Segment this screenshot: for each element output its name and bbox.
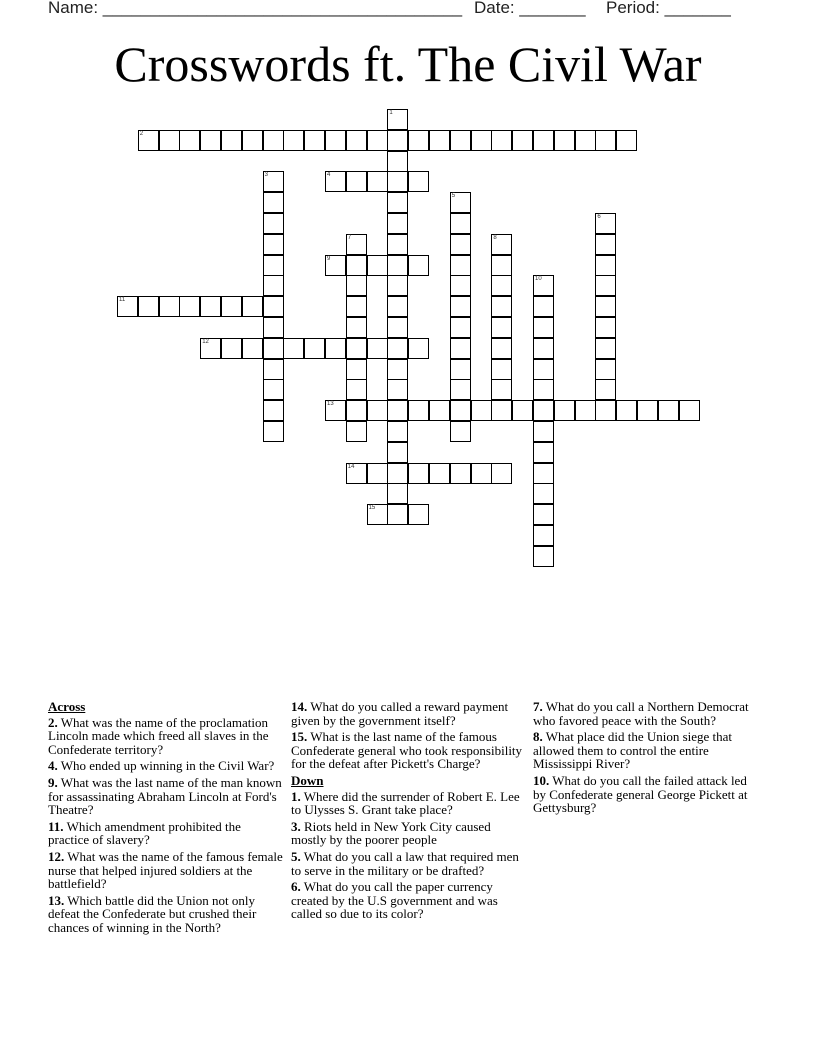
clue-down-7: 7. What do you call a Northern Democrat who favored peace with the South? xyxy=(533,699,749,728)
clue-down-8: 8. What place did the Union siege that allowed them to control the entire Mississippi River? xyxy=(533,729,733,772)
grid-cell[interactable] xyxy=(387,504,408,525)
page-title: Crosswords ft. The Civil War xyxy=(114,36,702,92)
grid-cell[interactable] xyxy=(533,546,554,567)
clue-number-label: 5 xyxy=(451,193,456,200)
grid-cell[interactable] xyxy=(533,421,554,442)
grid-cell[interactable] xyxy=(491,379,512,400)
period-field[interactable]: Period: _______ xyxy=(606,0,731,17)
grid-cell[interactable] xyxy=(367,463,388,484)
grid-cell[interactable] xyxy=(533,338,554,359)
grid-cell[interactable] xyxy=(283,130,304,151)
grid-cell[interactable] xyxy=(450,130,471,151)
clue-across-2: 2. What was the name of the proclamation Lincoln made which freed all slaves in the Confederate territory? xyxy=(48,714,269,757)
clues-column-1 xyxy=(48,700,284,938)
grid-cell[interactable] xyxy=(408,130,429,151)
grid-cell[interactable] xyxy=(263,421,284,442)
grid-cell[interactable] xyxy=(263,379,284,400)
grid-cell[interactable] xyxy=(304,338,325,359)
grid-cell[interactable] xyxy=(491,400,512,421)
grid-cell[interactable] xyxy=(450,234,471,255)
grid-cell[interactable] xyxy=(491,275,512,296)
grid-cell[interactable] xyxy=(533,130,554,151)
grid-cell[interactable] xyxy=(429,130,450,151)
grid-cell[interactable] xyxy=(595,400,616,421)
grid-cell[interactable] xyxy=(450,192,471,213)
clue-down-1: 1. Where did the surrender of Robert E. Lee to Ulysses S. Grant take place? xyxy=(291,788,520,818)
grid-cell[interactable] xyxy=(491,130,512,151)
grid-cell[interactable] xyxy=(138,296,159,317)
grid-cell[interactable] xyxy=(491,338,512,359)
grid-cell[interactable] xyxy=(263,275,284,296)
grid-cell[interactable] xyxy=(533,525,554,546)
grid-cell[interactable] xyxy=(429,463,450,484)
clue-number-label: 3 xyxy=(264,172,268,179)
grid-cell[interactable] xyxy=(554,130,575,151)
grid-cell[interactable] xyxy=(450,317,471,338)
clue-down-10: 10. What do you call the failed attack led by Confederate general George Pickett at Gettysburg? xyxy=(533,772,748,816)
grid-cell[interactable] xyxy=(263,338,284,359)
grid-cell[interactable] xyxy=(595,234,616,255)
grid-cell[interactable] xyxy=(263,296,284,317)
grid-cell[interactable] xyxy=(242,130,263,151)
grid-cell[interactable] xyxy=(367,255,388,276)
grid-cell[interactable] xyxy=(450,359,471,380)
clue-number-label: 1 xyxy=(389,110,393,116)
grid-cell[interactable] xyxy=(408,338,429,359)
clue-number-label: 14 xyxy=(347,463,355,470)
clue-number-label: 7 xyxy=(347,234,352,241)
grid-cell[interactable] xyxy=(595,317,616,338)
grid-cell[interactable] xyxy=(346,421,367,442)
grid-cell[interactable] xyxy=(450,296,471,317)
clue-number-label: 2 xyxy=(139,130,144,137)
grid-cell[interactable] xyxy=(200,338,221,359)
grid-cell[interactable] xyxy=(387,296,408,317)
grid-cell[interactable] xyxy=(283,338,304,359)
grid-cell[interactable] xyxy=(471,463,492,484)
grid-cell[interactable] xyxy=(450,379,471,400)
clues-column-2 xyxy=(291,700,527,924)
grid-cell[interactable] xyxy=(387,275,408,296)
grid-cell[interactable] xyxy=(346,171,367,192)
grid-cell[interactable] xyxy=(367,171,388,192)
grid-cell[interactable] xyxy=(533,379,554,400)
grid-cell[interactable] xyxy=(450,463,471,484)
grid-cell[interactable] xyxy=(263,171,284,192)
grid-cell[interactable] xyxy=(387,317,408,338)
clue-number-label: 15 xyxy=(368,505,376,512)
grid-cell[interactable] xyxy=(387,192,408,213)
grid-cell[interactable] xyxy=(595,255,616,276)
grid-cell[interactable] xyxy=(491,317,512,338)
grid-cell[interactable] xyxy=(387,463,408,484)
grid-cell[interactable] xyxy=(387,109,408,130)
grid-cell[interactable] xyxy=(346,400,367,421)
date-field[interactable]: Date: _______ xyxy=(474,0,586,17)
grid-cell[interactable] xyxy=(429,400,450,421)
grid-cell[interactable] xyxy=(179,296,200,317)
grid-cell[interactable] xyxy=(533,504,554,525)
grid-cell[interactable] xyxy=(159,296,180,317)
grid-cell[interactable] xyxy=(512,400,533,421)
clue-across-9: 9. What was the last name of the man known for assassinating Abraham Lincoln at Ford's Theatre? xyxy=(48,774,282,818)
grid-cell[interactable] xyxy=(471,400,492,421)
grid-cell[interactable] xyxy=(325,130,346,151)
grid-cell[interactable] xyxy=(387,379,408,400)
grid-cell[interactable] xyxy=(346,255,367,276)
grid-cell[interactable] xyxy=(346,379,367,400)
grid-cell[interactable] xyxy=(387,151,408,172)
grid-cell[interactable] xyxy=(595,296,616,317)
grid-cell[interactable] xyxy=(263,234,284,255)
grid-cell[interactable] xyxy=(533,296,554,317)
grid-cell[interactable] xyxy=(117,296,138,317)
clues-column-3 xyxy=(533,700,759,818)
grid-cell[interactable] xyxy=(533,483,554,504)
grid-cell[interactable] xyxy=(491,234,512,255)
grid-cell[interactable] xyxy=(491,463,512,484)
clue-across-11: 11. Which amendment prohibited the practice of slavery? xyxy=(48,818,241,848)
clue-number-label: 4 xyxy=(327,172,331,179)
grid-cell[interactable] xyxy=(450,275,471,296)
grid-cell[interactable] xyxy=(263,359,284,380)
clue-number-label: 10 xyxy=(535,276,542,283)
grid-cell[interactable] xyxy=(263,130,284,151)
grid-cell[interactable] xyxy=(595,130,616,151)
grid-cell[interactable] xyxy=(387,255,408,276)
grid-cell[interactable] xyxy=(263,255,284,276)
grid-cell[interactable] xyxy=(575,130,596,151)
grid-cell[interactable] xyxy=(263,400,284,421)
grid-cell[interactable] xyxy=(450,213,471,234)
clue-number-label: 6 xyxy=(597,214,601,220)
grid-cell[interactable] xyxy=(221,338,242,359)
clue-down-6: 6. What do you call the paper currency created by the U.S government and was called so due to its color? xyxy=(291,879,498,922)
clue-down-5: 5. What do you call a law that required men to serve in the military or be drafted? xyxy=(291,848,519,878)
grid-cell[interactable] xyxy=(387,483,408,504)
grid-cell[interactable] xyxy=(387,442,408,463)
grid-cell[interactable] xyxy=(346,463,367,484)
grid-cell[interactable] xyxy=(263,317,284,338)
grid-cell[interactable] xyxy=(679,400,700,421)
grid-cell[interactable] xyxy=(346,234,367,255)
grid-cell[interactable] xyxy=(263,192,284,213)
grid-cell[interactable] xyxy=(658,400,679,421)
clue-down-3: 3. Riots held in New York City caused mostly by the poorer people xyxy=(291,818,491,848)
grid-cell[interactable] xyxy=(491,359,512,380)
grid-cell[interactable] xyxy=(408,504,429,525)
grid-cell[interactable] xyxy=(595,338,616,359)
grid-cell[interactable] xyxy=(408,463,429,484)
grid-cell[interactable] xyxy=(616,400,637,421)
grid-cell[interactable] xyxy=(159,130,180,151)
grid-cell[interactable] xyxy=(325,400,346,421)
grid-cell[interactable] xyxy=(346,275,367,296)
grid-cell[interactable] xyxy=(408,255,429,276)
grid-cell[interactable] xyxy=(242,338,263,359)
name-field[interactable]: Name: ______________________________________ xyxy=(48,0,463,17)
grid-cell[interactable] xyxy=(533,463,554,484)
grid-cell[interactable] xyxy=(325,171,346,192)
grid-cell[interactable] xyxy=(533,317,554,338)
grid-cell[interactable] xyxy=(554,400,575,421)
grid-cell[interactable] xyxy=(595,275,616,296)
grid-cell[interactable] xyxy=(387,130,408,151)
grid-cell[interactable] xyxy=(533,400,554,421)
grid-cell[interactable] xyxy=(221,130,242,151)
grid-cell[interactable] xyxy=(200,296,221,317)
grid-cell[interactable] xyxy=(595,359,616,380)
clue-across-12: 12. What was the name of the famous female nurse that helped injured soldiers at the battlefield? xyxy=(48,848,283,892)
grid-cell[interactable] xyxy=(450,338,471,359)
grid-cell[interactable] xyxy=(387,171,408,192)
grid-cell[interactable] xyxy=(346,130,367,151)
clue-number-label: 8 xyxy=(493,234,497,241)
grid-cell[interactable] xyxy=(367,338,388,359)
grid-cell[interactable] xyxy=(450,421,471,442)
grid-cell[interactable] xyxy=(304,130,325,151)
grid-cell[interactable] xyxy=(346,296,367,317)
grid-cell[interactable] xyxy=(179,130,200,151)
grid-cell[interactable] xyxy=(533,442,554,463)
grid-cell[interactable] xyxy=(325,338,346,359)
grid-cell[interactable] xyxy=(346,317,367,338)
grid-cell[interactable] xyxy=(346,359,367,380)
grid-cell[interactable] xyxy=(242,296,263,317)
clue-number-label: 9 xyxy=(327,255,331,262)
grid-cell[interactable] xyxy=(138,130,159,151)
grid-cell[interactable] xyxy=(346,338,367,359)
grid-cell[interactable] xyxy=(387,359,408,380)
grid-cell[interactable] xyxy=(387,213,408,234)
grid-cell[interactable] xyxy=(533,275,554,296)
clue-number-label: 12 xyxy=(202,338,209,345)
clue-number-label: 11 xyxy=(119,297,126,304)
clue-across-14: 14. What do you called a reward payment given by the government itself? xyxy=(291,699,509,728)
grid-cell[interactable] xyxy=(367,400,388,421)
grid-cell[interactable] xyxy=(512,130,533,151)
grid-cell[interactable] xyxy=(637,400,658,421)
grid-cell[interactable] xyxy=(221,296,242,317)
across-heading: Across xyxy=(48,699,86,714)
grid-cell[interactable] xyxy=(450,400,471,421)
grid-cell[interactable] xyxy=(575,400,596,421)
clue-across-15: 15. What is the last name of the famous Confederate general who took responsibility for the defeat after Pickett's Charge? xyxy=(291,729,523,772)
grid-cell[interactable] xyxy=(408,400,429,421)
down-heading: Down xyxy=(291,772,324,788)
grid-cell[interactable] xyxy=(325,255,346,276)
grid-cell[interactable] xyxy=(387,421,408,442)
grid-cell[interactable] xyxy=(387,234,408,255)
grid-cell[interactable] xyxy=(491,296,512,317)
grid-cell[interactable] xyxy=(595,379,616,400)
grid-cell[interactable] xyxy=(408,171,429,192)
grid-cell[interactable] xyxy=(616,130,637,151)
clue-across-13: 13. Which battle did the Union not only defeat the Confederate but crushed their chances of winning in the North? xyxy=(48,892,257,935)
grid-cell[interactable] xyxy=(595,213,616,234)
grid-cell[interactable] xyxy=(200,130,221,151)
grid-cell[interactable] xyxy=(387,400,408,421)
grid-cell[interactable] xyxy=(491,255,512,276)
clue-across-4: 4. Who ended up winning in the Civil War? xyxy=(48,758,275,774)
grid-cell[interactable] xyxy=(471,130,492,151)
grid-cell[interactable] xyxy=(387,338,408,359)
grid-cell[interactable] xyxy=(367,130,388,151)
grid-cell[interactable] xyxy=(533,359,554,380)
clue-number-label: 13 xyxy=(327,401,334,408)
grid-cell[interactable] xyxy=(367,504,388,525)
grid-cell[interactable] xyxy=(450,255,471,276)
grid-cell[interactable] xyxy=(263,213,284,234)
